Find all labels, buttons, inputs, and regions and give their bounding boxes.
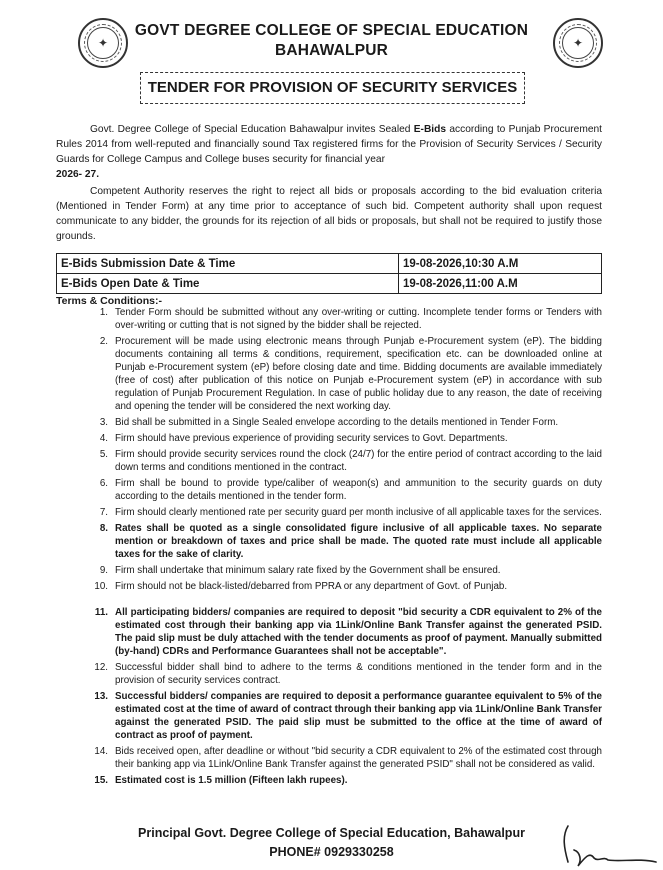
list-item: 3. Bid shall be submitted in a Single Sealed envelope according to the details mentioned in Tender Form. (99, 417, 559, 428)
intro-paragraph-1 (56, 122, 602, 182)
seal-emblem-icon: ✦ (562, 27, 594, 59)
intro-paragraph-2 (56, 184, 602, 244)
list-item: 11. All participating bidders/ companies are required to deposit "bid security a CDR equivalent to 2% of the estimated cost through their banking app via 1Link/Online Bank Transfer against the generated PSID. The paid slip must be duly attached with the tender documents as proof of payment. Manually submitted (by-hand) CDRs and Performance Guarantees shall not be acceptable". (94, 607, 602, 657)
college-city: BAHAWALPUR (274, 42, 389, 59)
terms-list (56, 306, 602, 790)
list-item: 5. Firm should provide security services round the clock (24/7) for the entire period of contract according to the laid down terms and conditions mentioned in the contract. (99, 449, 602, 473)
date-value: 19-08-2026,11:00 A.M (399, 274, 602, 294)
list-item: 9. Firm shall undertake that minimum salary rate fixed by the Government shall be ensured. (99, 565, 501, 576)
list-item: 14. Bids received open, after deadline or without "bid security a CDR equivalent to 2% of the estimated cost through their banking app via 1Link/Online Bank Transfer against the generated PSID" shall not be considered as valid. (94, 746, 602, 770)
list-item: 7. Firm should clearly mentioned rate per security guard per month inclusive of all applicable taxes for the services. (99, 507, 602, 518)
terms-heading: Terms & Conditions:- (56, 295, 162, 307)
list-item: 8. Rates shall be quoted as a single consolidated figure inclusive of all applicable taxes. No separate mention or breakdown of taxes and price shall be made. The quoted rate must include all applicable taxes for the sake of clarity. (99, 523, 602, 560)
handwritten-signature (560, 822, 660, 870)
authority-text: Competent Authority reserves the right to reject all bids or proposals according to the bid evaluation criteria (Mentioned in Tender Form) at any time prior to acceptance of such bid. Competent authority shall upon request communicate to any bidder, the grounds for its rejection of all bids or proposals, but shall not be required to justify those grounds. (56, 186, 602, 242)
intro-text-cont: according to Punjab Procurement Rules 2014 from well-reputed and financially sound Tax registered firms for the Provision of Security Services / Security Guards for College Campus and College buses security for financial year (56, 124, 602, 165)
college-name: GOVT DEGREE COLLEGE OF SPECIAL EDUCATION (134, 22, 529, 39)
phone-number: PHONE# 0929330258 (269, 845, 394, 859)
intro-text: Govt. Degree College of Special Education Bahawalpur invites Sealed (90, 124, 414, 135)
list-item: 4. Firm should have previous experience of providing security services to Govt. Departments. (99, 433, 508, 444)
list-item: 12. Successful bidder shall bind to adhere to the terms & conditions mentioned in the tender form and in the provision of security services contract. (94, 662, 602, 686)
list-item: 13. Successful bidders/ companies are required to deposit a performance guarantee equivalent to 5% of the estimated cost at the time of award of contract through their banking app via 1Link/Online Bank Transfer against the generated PSID. The paid slip must be submitted to the office at the time of award of contract as proof of payment. (94, 691, 602, 741)
list-item: 6. Firm shall be bound to provide type/caliber of weapon(s) and ammunition to the security guards on duty according to the details mentioned in the tender form. (99, 478, 602, 502)
list-item: 1. Tender Form should be submitted without any over-writing or cutting. Incomplete tender forms or Tenders with over-writing or cutting that is not signed by the bidder shall be rejected. (99, 307, 602, 331)
list-item: 15. Estimated cost is 1.5 million (Fifteen lakh rupees). (94, 775, 348, 786)
table-row (57, 274, 602, 294)
spacer (56, 596, 602, 603)
date-label: E-Bids Submission Date & Time (57, 254, 399, 274)
tender-title: TENDER FOR PROVISION OF SECURITY SERVICES (147, 79, 518, 96)
date-label: E-Bids Open Date & Time (57, 274, 399, 294)
list-item: 2. Procurement will be made using electronic means through Punjab e-Procurement system (eP). The bidding documents containing all terms & conditions, requirement, specification etc. can be downloaded online at Punjab e-Procurement system (eP) before closing date and time. Bidding documents are available immediately (free of cost) after publication of this notice on Punjab e-Procurement system (eP) in accordance with sub regulation of Punjab Procurement Regulation. In case of public holiday due to any reason, the date of receiving and opening the tender will be considered the next working day. (99, 336, 602, 412)
financial-year: 2026- 27. (56, 169, 100, 180)
seal-emblem-icon: ✦ (87, 27, 119, 59)
table-row (57, 254, 602, 274)
date-value: 19-08-2026,10:30 A.M (399, 254, 602, 274)
intro-ebids: E-Bids (413, 124, 447, 135)
dates-table (56, 253, 602, 294)
principal-signature-line: Principal Govt. Degree College of Special Education, Bahawalpur (138, 826, 525, 840)
list-item: 10. Firm should not be black-listed/debarred from PPRA or any department of Govt. of Punjab. (94, 581, 508, 592)
